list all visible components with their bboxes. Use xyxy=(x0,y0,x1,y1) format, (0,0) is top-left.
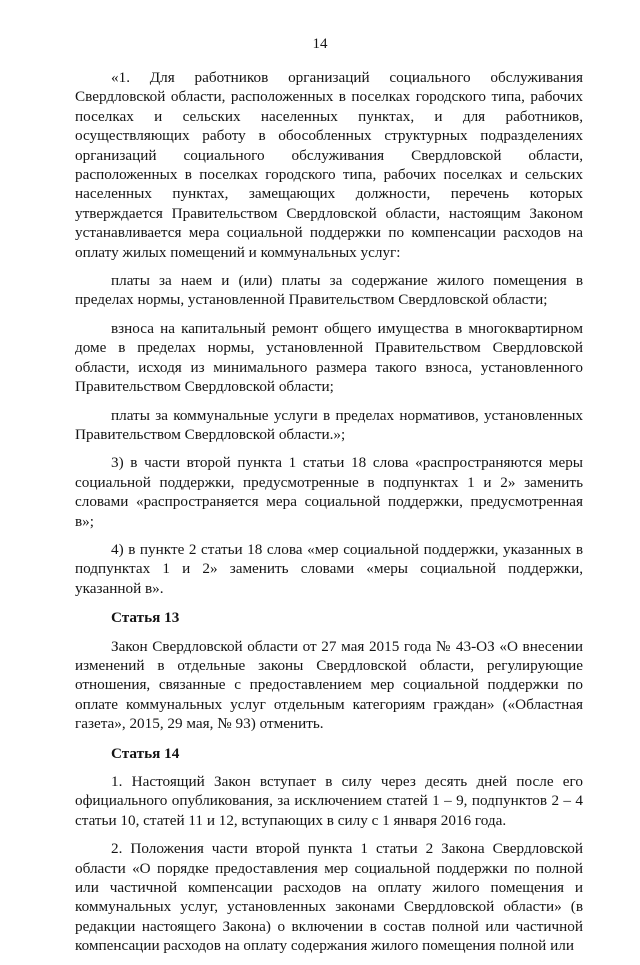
article-13-text: Закон Свердловской области от 27 мая 2015 года № 43-ОЗ «О внесении изменений в отдельные законы Свердловской области, регулирующие отношения, связанные с предоставлением мер социальной поддержки по оплате коммунальных услуг отдельным категориям граждан» («Областная газета», 2015, 29 мая, № 93) отменить. xyxy=(75,637,583,733)
paragraph-amendment-4: 4) в пункте 2 статьи 18 слова «мер социальной поддержки, указанных в подпунктах 1 и 2» заменить словами «меры социальной поддержки, указанной в». xyxy=(75,540,583,597)
document-body xyxy=(75,68,583,965)
paragraph-amendment-3: 3) в части второй пункта 1 статьи 18 слова «распространяются меры социальной поддержки, предусмотренные в подпунктах 1 и 2» заменить словами «распространяется мера социальной поддержки, предусмотренная в»; xyxy=(75,454,583,530)
paragraph-article-12-item-1: «1. Для работников организаций социального обслуживания Свердловской области, расположенных в поселках городского типа, рабочих поселках и сельских населенных пунктах, и для работников, осуществляющих работу в обособленных структурных подразделениях организаций социального обслуживания Свердловской области, расположенных в поселках городского типа, рабочих поселках и сельских населенных пунктах, замещающих должности, перечень которых утверждается Правительством Свердловской области, настоящим Законом устанавливается мера социальной поддержки по компенсации расходов на оплату жилых помещений и коммунальных услуг: xyxy=(75,69,583,261)
article-13-heading: Статья 13 xyxy=(111,609,180,627)
article-14-heading: Статья 14 xyxy=(111,744,180,762)
paragraph-utilities: платы за коммунальные услуги в пределах нормативов, установленных Правительством Свердловской области.»; xyxy=(75,406,583,443)
page-number: 14 xyxy=(312,36,328,52)
article-14-paragraph-2: 2. Положения части второй пункта 1 статьи 2 Закона Свердловской области «О порядке предоставления мер социальной поддержки по полной или частичной компенсации расходов на оплату жилого помещения и коммунальных услуг, установленных законами Свердловской области» (в редакции настоящего Закона) о включении в состав полной или частичной компенсации расходов на оплату содержания жилого помещения полной или xyxy=(75,840,583,955)
article-14-paragraph-1: 1. Настоящий Закон вступает в силу через десять дней после его официального опубликования, за исключением статей 1 – 9, подпунктов 2 – 4 статьи 10, статей 11 и 12, вступающих в силу с 1 января 2016 года. xyxy=(75,773,583,829)
paragraph-capital-repair: взноса на капитальный ремонт общего имущества в многоквартирном доме в пределах нормы, установленной Правительством Свердловской области, исходя из минимального размера такого взноса, установленного Правительством Свердловской области; xyxy=(75,319,583,396)
paragraph-rent-payment: платы за наем и (или) платы за содержание жилого помещения в пределах нормы, установленной Правительством Свердловской области; xyxy=(75,272,583,309)
